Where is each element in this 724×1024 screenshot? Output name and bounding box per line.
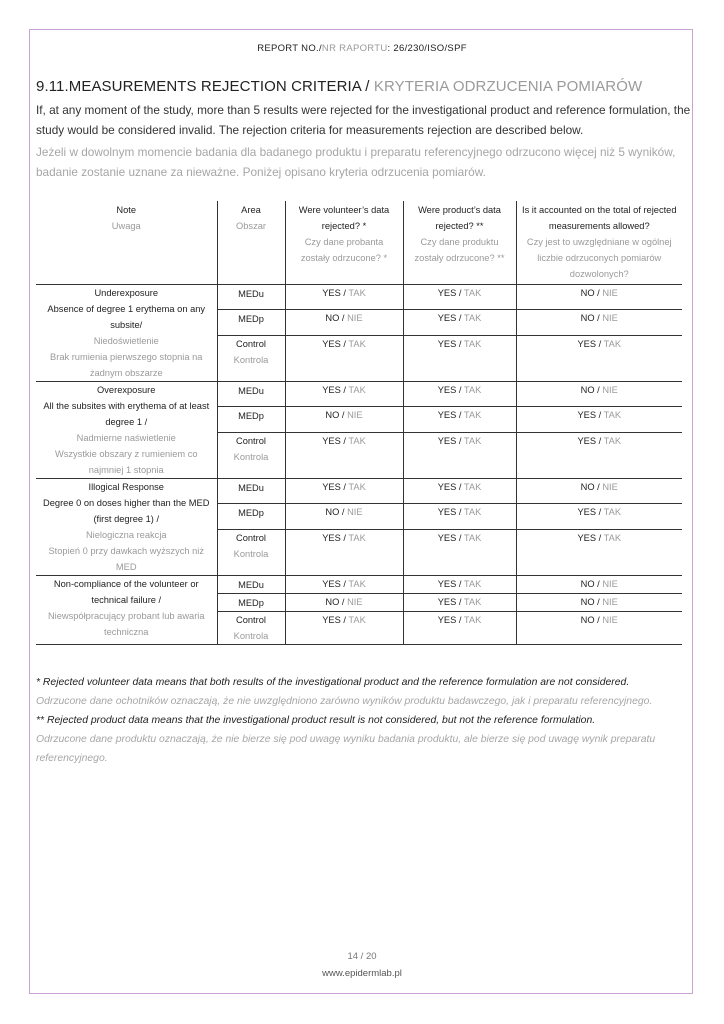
answer-pl: TAK (348, 615, 366, 625)
answer-en: NO (325, 410, 340, 421)
intro-en: If, at any moment of the study, more than 5 results were rejected for the investigational product and reference formulation, the study would be considered invalid. The rejection criteria for measurements rejection are described below. (36, 103, 691, 137)
criterion-note-pl: Brak rumienia pierwszego stopnia na żadnym obszarze (50, 352, 203, 378)
area-label-pl: Kontrola (233, 354, 269, 365)
criterion-note-pl: Niedoświetlenie (93, 336, 159, 346)
answer (521, 382, 679, 398)
answer-separator: / (339, 597, 348, 607)
answer-pl: NIE (602, 482, 618, 492)
area-label-pl: Kontrola (233, 548, 269, 559)
area-cell (217, 335, 285, 381)
area-cell (217, 576, 285, 594)
answer-separator: / (456, 288, 464, 298)
answer (408, 576, 512, 592)
rejection-criteria-table (36, 201, 682, 645)
answer-pl: TAK (463, 338, 482, 349)
answer-separator: / (456, 435, 464, 446)
answer (290, 285, 399, 301)
answer-separator: / (596, 532, 604, 543)
report-header (0, 43, 724, 54)
table-row (36, 576, 682, 594)
area-cell (217, 382, 285, 407)
answer (521, 594, 679, 610)
answer-en: YES (577, 410, 597, 421)
report-number: : 26/230/ISO/SPF (387, 43, 467, 54)
answer (290, 612, 399, 628)
accounted-cell (516, 285, 682, 310)
answer-separator: / (596, 410, 604, 421)
accounted-cell (516, 594, 682, 612)
criterion-note-en: Overexposure (97, 385, 156, 395)
criterion-note-en: All the subsites with erythema of at least degree 1 / (43, 401, 210, 427)
answer-en: YES (322, 615, 341, 625)
volunteer-rejected-cell (285, 285, 403, 310)
answer-pl: TAK (348, 385, 366, 395)
area-label: MEDp (238, 508, 264, 519)
table-header-cell (516, 201, 682, 285)
accounted-cell (516, 432, 682, 478)
answer-pl: TAK (348, 482, 366, 492)
area-cell (217, 529, 285, 575)
answer-pl: TAK (463, 385, 482, 395)
section-title (36, 78, 642, 95)
product-rejected-cell (403, 504, 516, 529)
volunteer-rejected-cell (285, 576, 403, 594)
area-label: Control (236, 615, 266, 625)
answer (408, 530, 512, 546)
answer (408, 285, 512, 301)
answer-en: YES (322, 385, 341, 395)
answer-en: NO (580, 597, 595, 607)
answer-separator: / (456, 385, 464, 395)
answer (408, 504, 512, 520)
answer-separator: / (339, 410, 348, 421)
answer (290, 530, 399, 546)
product-rejected-cell (403, 529, 516, 575)
answer-separator: / (596, 338, 604, 349)
header-label-en: Were product’s data rejected? ** (418, 205, 501, 231)
section-title-en: 9.11.MEASUREMENTS REJECTION CRITERIA / (36, 78, 370, 95)
footnote-en: ** Rejected product data means that the investigational product result is not considered, but not the reference formulation. (36, 715, 596, 726)
area-cell (217, 479, 285, 504)
accounted-cell (516, 479, 682, 504)
criterion-note-en: Illogical Response (88, 482, 164, 492)
volunteer-rejected-cell (285, 479, 403, 504)
answer-separator: / (340, 338, 349, 349)
answer-en: YES (437, 482, 457, 492)
header-label-en: Were volunteer’s data rejected? * (298, 205, 390, 231)
criterion-note-cell (36, 479, 217, 576)
volunteer-rejected-cell (285, 594, 403, 612)
answer-pl: TAK (463, 288, 482, 298)
answer-pl: TAK (603, 507, 622, 518)
accounted-cell (516, 407, 682, 432)
header-label-pl: Czy jest to uwzględniane w ogólnej liczbie odrzuconych pomiarów dozwolonych? (526, 237, 672, 279)
answer (408, 336, 512, 352)
answer-separator: / (339, 507, 348, 518)
answer-en: NO (325, 507, 340, 518)
answer-pl: TAK (463, 579, 482, 589)
table-header-cell (403, 201, 516, 285)
product-rejected-cell (403, 310, 516, 335)
header-label-pl: Czy dane produktu zostały odrzucone? ** (414, 237, 505, 263)
answer (521, 285, 679, 301)
page-number: 14 / 20 (347, 951, 377, 962)
volunteer-rejected-cell (285, 529, 403, 575)
table-row (36, 382, 682, 407)
answer-pl: NIE (602, 597, 618, 607)
accounted-cell (516, 310, 682, 335)
volunteer-rejected-cell (285, 504, 403, 529)
product-rejected-cell (403, 479, 516, 504)
answer (521, 433, 679, 449)
answer (521, 530, 679, 546)
criterion-note-cell (36, 285, 217, 382)
area-label: Control (236, 532, 266, 543)
header-label-en: Area (241, 205, 261, 215)
answer-pl: TAK (348, 338, 366, 349)
answer (408, 407, 512, 423)
product-rejected-cell (403, 612, 516, 645)
table-row (36, 285, 682, 310)
header-label-pl: Uwaga (111, 221, 141, 231)
volunteer-rejected-cell (285, 382, 403, 407)
answer-separator: / (340, 579, 349, 589)
answer-en: YES (437, 579, 457, 589)
answer-en: YES (322, 338, 341, 349)
answer (521, 336, 679, 352)
answer (408, 612, 512, 628)
header-label-en: Is it accounted on the total of rejected measurements allowed? (521, 205, 677, 231)
area-label: Control (236, 338, 266, 349)
answer-pl: TAK (463, 482, 482, 492)
answer-en: YES (437, 288, 457, 298)
area-label: MEDu (238, 289, 264, 299)
criterion-note-en: Absence of degree 1 erythema on any subsite/ (47, 304, 206, 330)
product-rejected-cell (403, 285, 516, 310)
answer (290, 433, 399, 449)
footnote-en: * Rejected volunteer data means that both results of the investigational product and the reference formulation are not considered. (36, 677, 630, 688)
answer (408, 433, 512, 449)
area-cell (217, 407, 285, 432)
area-label-pl: Kontrola (233, 451, 269, 462)
answer-en: YES (437, 410, 457, 421)
answer-separator: / (456, 532, 464, 543)
answer-pl: TAK (463, 435, 482, 446)
answer-pl: TAK (348, 579, 366, 589)
answer (290, 310, 399, 326)
answer-pl: NIE (347, 597, 363, 607)
answer-pl: NIE (602, 579, 618, 589)
answer-pl: NIE (602, 313, 618, 324)
product-rejected-cell (403, 382, 516, 407)
table-header-cell (217, 201, 285, 285)
criterion-note-cell (36, 382, 217, 479)
answer-separator: / (456, 313, 464, 324)
area-label: MEDu (238, 386, 264, 396)
answer-pl: TAK (463, 597, 482, 607)
answer (290, 504, 399, 520)
answer-separator: / (596, 435, 604, 446)
answer-pl: TAK (463, 313, 482, 324)
answer (521, 576, 679, 592)
report-label-en: REPORT NO./ (257, 43, 322, 54)
answer-pl: TAK (348, 435, 366, 446)
area-label-pl: Kontrola (233, 631, 269, 641)
answer-separator: / (596, 507, 604, 518)
criterion-note-en: Underexposure (94, 288, 159, 298)
area-label: MEDp (238, 411, 264, 422)
answer-separator: / (340, 532, 349, 543)
report-label-pl: NR RAPORTU (321, 43, 388, 54)
table-header-row (36, 201, 682, 285)
answer-pl: TAK (603, 410, 622, 421)
answer (290, 479, 399, 495)
header-label-en: Note (116, 205, 137, 215)
answer-pl: TAK (603, 338, 622, 349)
criterion-note-cell (36, 576, 217, 645)
volunteer-rejected-cell (285, 612, 403, 645)
area-cell (217, 432, 285, 478)
answer-en: YES (437, 313, 457, 324)
volunteer-rejected-cell (285, 432, 403, 478)
answer-en: NO (580, 288, 595, 298)
answer-separator: / (340, 288, 349, 298)
area-cell (217, 612, 285, 645)
volunteer-rejected-cell (285, 407, 403, 432)
answer-separator: / (594, 385, 603, 395)
criterion-note-pl: Nielogiczna reakcja (85, 530, 167, 540)
answer (290, 576, 399, 592)
answer-separator: / (340, 615, 349, 625)
volunteer-rejected-cell (285, 335, 403, 381)
product-rejected-cell (403, 335, 516, 381)
answer (521, 407, 679, 423)
accounted-cell (516, 504, 682, 529)
answer-en: NO (580, 313, 595, 324)
answer-separator: / (456, 410, 464, 421)
answer-separator: / (456, 482, 464, 492)
answer-en: YES (577, 435, 597, 446)
criterion-note-en: Degree 0 on doses higher than the MED (first degree 1) / (43, 498, 210, 524)
header-label-pl: Czy dane probanta zostały odrzucone? * (300, 237, 388, 263)
answer (290, 336, 399, 352)
answer (290, 407, 399, 423)
answer-en: NO (580, 385, 595, 395)
answer-separator: / (340, 385, 349, 395)
answer (521, 479, 679, 495)
area-label: Control (236, 435, 266, 446)
answer-pl: TAK (463, 532, 482, 543)
answer-en: YES (322, 288, 341, 298)
answer-pl: NIE (602, 288, 618, 298)
accounted-cell (516, 382, 682, 407)
section-title-pl: KRYTERIA ODRZUCENIA POMIARÓW (373, 78, 643, 95)
answer (521, 310, 679, 326)
answer-separator: / (340, 435, 349, 446)
answer (290, 382, 399, 398)
product-rejected-cell (403, 407, 516, 432)
product-rejected-cell (403, 576, 516, 594)
answer-en: YES (577, 507, 597, 518)
answer-separator: / (456, 597, 464, 607)
answer-pl: TAK (348, 532, 366, 543)
footnote-pl: Odrzucone dane ochotników oznaczają, że nie uwzględniono zarówno wyników produktu badawczego, jak i preparatu referencyjnego. (36, 696, 653, 707)
answer-pl: TAK (463, 507, 482, 518)
answer-separator: / (594, 615, 603, 625)
footnotes (36, 673, 684, 768)
footnote-pl: Odrzucone dane produktu oznaczają, że nie bierze się pod uwagę wyniku badania produktu, ale bierze się pod uwagę wynik preparatu referencyjnego. (36, 734, 656, 764)
table-header-cell (285, 201, 403, 285)
answer (408, 594, 512, 610)
answer-separator: / (340, 482, 349, 492)
answer-pl: NIE (602, 385, 618, 395)
answer-en: YES (437, 597, 457, 607)
area-cell (217, 310, 285, 335)
answer (408, 310, 512, 326)
answer-pl: NIE (347, 507, 363, 518)
intro-pl: Jeżeli w dowolnym momencie badania dla badanego produktu i preparatu referencyjnego odrzucono więcej niż 5 wyników, badanie zostanie uznane za nieważne. Poniżej opisano kryteria odrzucenia pomiarów. (36, 145, 676, 179)
answer-separator: / (339, 313, 348, 324)
table-row (36, 479, 682, 504)
answer-pl: TAK (463, 410, 482, 421)
accounted-cell (516, 576, 682, 594)
accounted-cell (516, 529, 682, 575)
answer-en: YES (577, 532, 597, 543)
answer-en: NO (580, 482, 595, 492)
answer-en: NO (325, 597, 340, 607)
answer-en: YES (437, 532, 457, 543)
criterion-note-pl: Wszystkie obszary z rumieniem co najmniej 1 stopnia (54, 449, 198, 475)
answer-separator: / (594, 313, 603, 324)
accounted-cell (516, 612, 682, 645)
answer-en: YES (437, 615, 457, 625)
website-link[interactable]: www.epidermlab.pl (322, 968, 402, 979)
answer-en: YES (322, 532, 341, 543)
criterion-note-pl: Nadmierne naświetlenie (76, 433, 176, 443)
answer-en: YES (437, 435, 457, 446)
area-cell (217, 504, 285, 529)
product-rejected-cell (403, 594, 516, 612)
answer (408, 382, 512, 398)
answer-pl: TAK (463, 615, 482, 625)
answer-en: NO (580, 615, 595, 625)
area-label: MEDp (238, 314, 264, 325)
answer-pl: NIE (347, 410, 363, 421)
answer-pl: TAK (603, 435, 622, 446)
accounted-cell (516, 335, 682, 381)
answer-separator: / (594, 597, 603, 607)
answer-separator: / (456, 579, 464, 589)
answer-en: YES (437, 338, 457, 349)
criterion-note-en: Non-compliance of the volunteer or technical failure / (53, 579, 199, 605)
area-cell (217, 594, 285, 612)
volunteer-rejected-cell (285, 310, 403, 335)
answer-en: YES (577, 338, 597, 349)
area-label: MEDu (238, 580, 264, 590)
answer (290, 594, 399, 610)
table-header-cell (36, 201, 217, 285)
answer (521, 504, 679, 520)
answer-pl: NIE (347, 313, 363, 324)
answer-separator: / (594, 579, 603, 589)
answer-en: YES (437, 385, 457, 395)
answer-en: NO (325, 313, 340, 324)
answer-en: YES (322, 435, 341, 446)
answer-en: YES (322, 579, 341, 589)
answer-en: YES (322, 482, 341, 492)
answer-separator: / (456, 338, 464, 349)
answer-en: NO (580, 579, 595, 589)
product-rejected-cell (403, 432, 516, 478)
answer (521, 612, 679, 628)
answer (408, 479, 512, 495)
answer-pl: TAK (603, 532, 622, 543)
answer-separator: / (594, 482, 603, 492)
answer-separator: / (456, 615, 464, 625)
area-cell (217, 285, 285, 310)
answer-pl: NIE (602, 615, 618, 625)
answer-separator: / (594, 288, 603, 298)
area-label: MEDu (238, 483, 264, 493)
answer-pl: TAK (348, 288, 366, 298)
area-label: MEDp (238, 598, 264, 608)
answer-en: YES (437, 507, 457, 518)
criterion-note-pl: Niewspółpracujący probant lub awaria techniczna (47, 611, 205, 637)
answer-separator: / (456, 507, 464, 518)
header-label-pl: Obszar (236, 221, 266, 231)
criterion-note-pl: Stopień 0 przy dawkach wyższych niż MED (48, 546, 205, 572)
